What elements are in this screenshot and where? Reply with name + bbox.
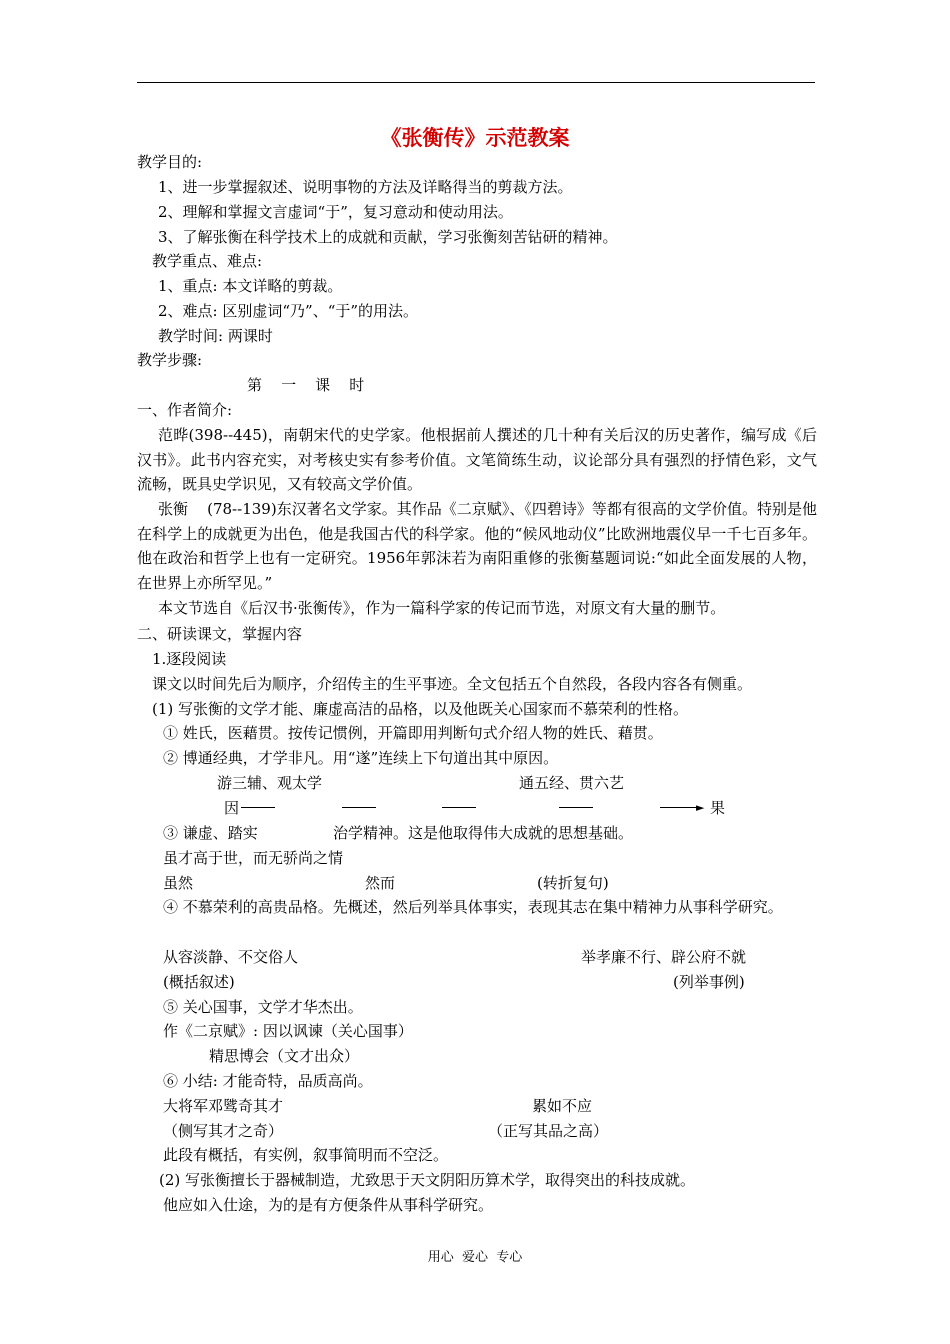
summary-example: 从容淡静、不交俗人 — [163, 948, 299, 966]
note-side: （侧写其才之奇） — [163, 1122, 284, 1140]
section-study-text: 二、研读课文，掌握内容 — [137, 625, 303, 643]
teaching-time: 教学时间: 两课时 — [158, 327, 273, 345]
quote-line: 虽才高于世，而无骄尚之情 — [163, 849, 344, 867]
listed-example: 举孝廉不行、辟公府不就 — [581, 948, 747, 966]
point-4: ④ 不慕荣利的高贵品格。先概述，然后列举具体事实，表现其志在集中精神力从事科学研究。 — [163, 898, 783, 916]
point-6: ⑥ 小结: 才能奇特，品质高尚。 — [163, 1072, 373, 1090]
side-description: 大将军邓骘奇其才 — [163, 1097, 284, 1115]
difficult-point: 2、难点: 区别虚词“乃”、“于”的用法。 — [158, 302, 419, 320]
point-5-detail-2: 精思博会（文才出众） — [209, 1047, 360, 1065]
note-summary: (概括叙述) — [163, 973, 235, 991]
connector-line — [660, 807, 698, 808]
first-lesson-heading: 第 一 课 时 — [247, 376, 365, 394]
subsection-reading: 1.逐段阅读 — [152, 650, 227, 668]
connective-raner: 然而 — [365, 874, 396, 892]
objective-1: 1、进一步掌握叙述、说明事物的方法及详略得当的剪裁方法。 — [158, 178, 573, 196]
note-examples: (列举事例) — [673, 973, 745, 991]
point-3: ③ 谦虚、踏实 — [163, 824, 258, 842]
paragraph-zhang-heng: 张衡 (78--139)东汉著名文学家。其作品《二京赋》、《四碧诗》等都有很高的文学价值。特别是他在科学上的成就更为出色，他是我国古代的科学家。他的“候风地动仪”比欧洲地震仪早一千七百多年。他在政治和哲学上也有一定研究。1956年郭沫若为南阳重修的张衡墓题词说:“如此全面发展的人物，在世界上亦所罕见。” — [137, 500, 817, 593]
key-points-heading: 教学重点、难点: — [152, 252, 263, 270]
paragraph-2-summary: (2) 写张衡擅长于器械制造，尤致思于天文阴阳历算术学，取得突出的科技成就。 — [159, 1171, 696, 1189]
cause-label: 游三辅、观太学 — [217, 774, 323, 792]
section-author-intro: 一、作者简介: — [137, 401, 233, 419]
arrow-right-icon: ► — [696, 801, 705, 814]
cause-word: 因 — [224, 799, 240, 817]
objective-3: 3、了解张衡在科学技术上的成就和贡献，学习张衡刻苦钻研的精神。 — [158, 228, 618, 246]
point-5-detail-1: 作《二京赋》: 因以讽谏（关心国事） — [163, 1022, 413, 1040]
paragraph-1-conclusion: 此段有概括，有实例，叙事简明而不空泛。 — [163, 1146, 449, 1164]
connector-line — [442, 807, 476, 808]
paragraph-2-detail: 他应如入仕途，为的是有方便条件从事科学研究。 — [163, 1196, 494, 1214]
direct-description: 累如不应 — [532, 1097, 593, 1115]
header-rule — [137, 82, 815, 83]
paragraph-fan-ye: 范晔(398--445)，南朝宋代的史学家。他根据前人撰述的几十种有关后汉的历史著作，编写成《后汉书》。此书内容充实，对考核史实有参考价值。文笔简练生动，议论部分具有强烈的抒情色彩，文气流畅，既具史学识见，又有较高文学价值。 — [137, 426, 817, 494]
point-1: ① 姓氏，医藉贯。按传记惯例，开篇即用判断句式介绍人物的姓氏、藉贯。 — [163, 724, 663, 742]
point-3-detail: 治学精神。这是他取得伟大成就的思想基础。 — [333, 824, 634, 842]
connector-line — [342, 807, 376, 808]
sentence-type-note: (转折复句) — [537, 874, 609, 892]
text-overview: 课文以时间先后为顺序，介绍传主的生平事迹。全文包括五个自然段，各段内容各有侧重。 — [152, 675, 753, 693]
effect-word: 果 — [710, 799, 726, 817]
key-point: 1、重点: 本文详略的剪裁。 — [158, 277, 343, 295]
paragraph-1-summary: (1) 写张衡的文学才能、廉虚高洁的品格，以及他既关心国家而不慕荣利的性格。 — [152, 700, 689, 718]
connector-line — [241, 807, 275, 808]
connective-suiran: 虽然 — [163, 874, 194, 892]
point-2: ② 博通经典，才学非凡。用“遂”连续上下句道出其中原因。 — [163, 749, 559, 767]
objective-2: 2、理解和掌握文言虚词“于”，复习意动和使动用法。 — [158, 203, 513, 221]
point-5: ⑤ 关心国事，文学才华杰出。 — [163, 998, 363, 1016]
paragraph-selection: 本文节选自《后汉书·张衡传》，作为一篇科学家的传记而节选，对原文有大量的删节。 — [158, 599, 726, 617]
teaching-steps-heading: 教学步骤: — [137, 351, 203, 369]
page-title: 《张衡传》示范教案 — [380, 125, 570, 150]
objectives-heading: 教学目的: — [137, 153, 203, 171]
note-direct: （正写其品之高） — [488, 1122, 609, 1140]
connector-line — [559, 807, 593, 808]
effect-label: 通五经、贯六艺 — [519, 774, 625, 792]
page-footer: 用心 爱心 专心 — [427, 1250, 523, 1265]
